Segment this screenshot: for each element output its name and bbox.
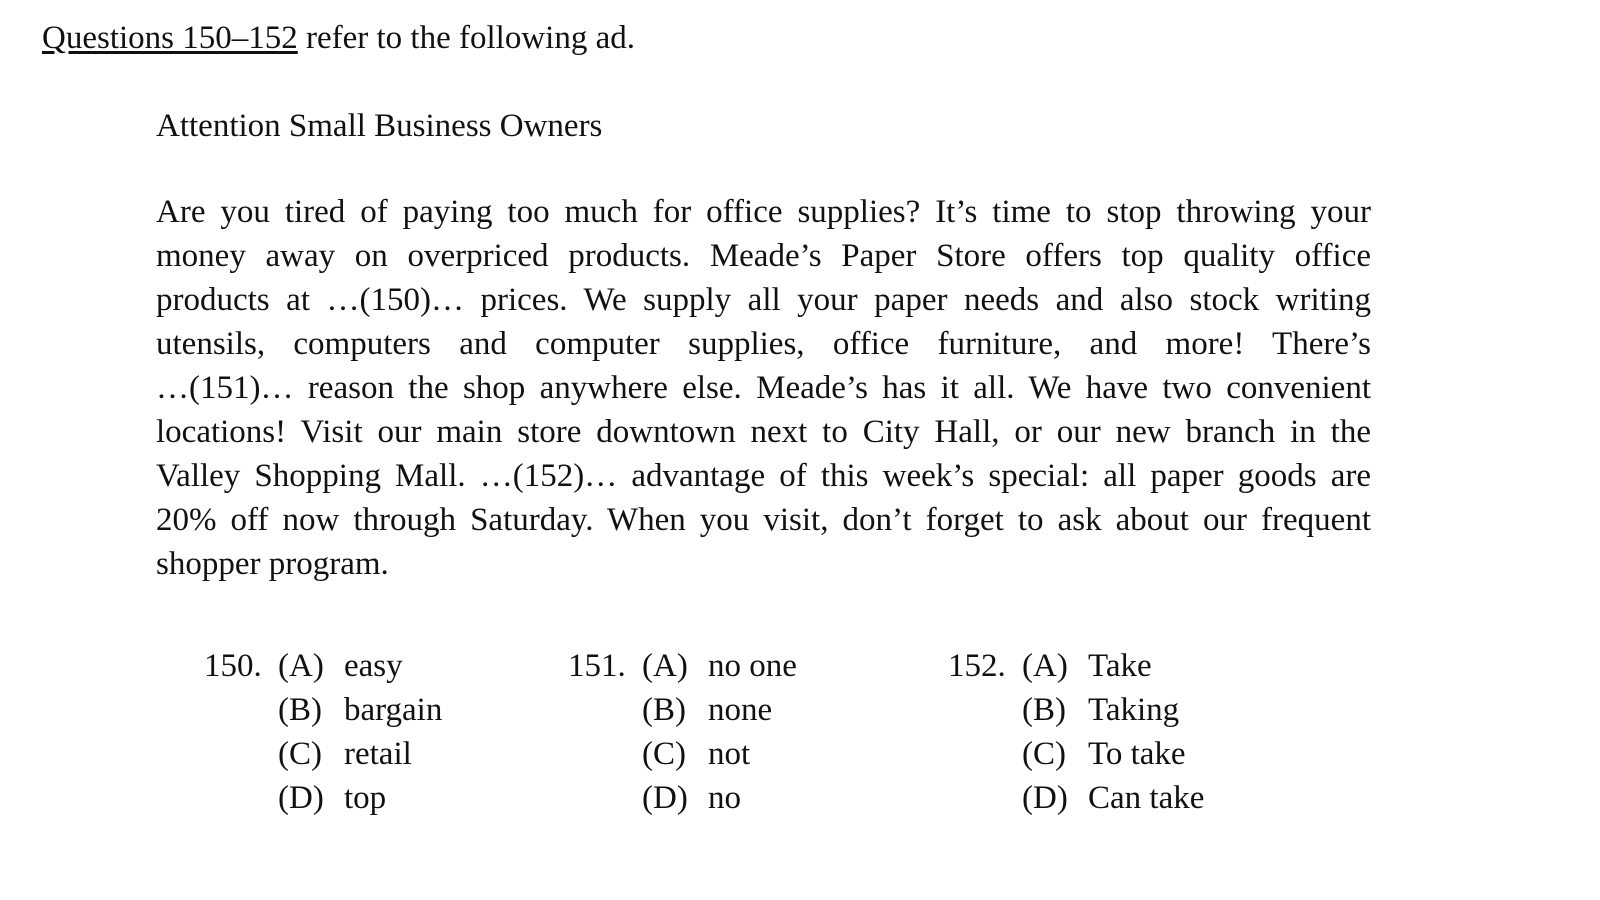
option-letter: (A) [278, 648, 324, 684]
option-letter: (A) [642, 648, 688, 684]
option-letter: (D) [1022, 780, 1068, 816]
questions-heading [42, 16, 635, 60]
option-text: no [708, 780, 741, 816]
option-letter: (B) [1022, 692, 1066, 728]
option-letter: (C) [642, 736, 686, 772]
answer-option-c[interactable] [948, 732, 1204, 776]
option-text: top [344, 780, 387, 816]
answer-option-b[interactable] [204, 688, 442, 732]
option-letter: (A) [1022, 648, 1068, 684]
answer-option-a[interactable] [948, 644, 1204, 688]
ad-body [156, 190, 1371, 586]
answer-option-c[interactable] [204, 732, 442, 776]
option-text: bargain [344, 692, 443, 728]
question-number: 151. [568, 648, 626, 684]
question-range-reference: Questions 150–152 [42, 20, 298, 56]
option-text: Take [1088, 648, 1152, 684]
answer-option-d[interactable] [948, 776, 1204, 820]
heading-text: refer to the following ad. [297, 20, 635, 56]
ad-line: …(151)… reason the shop anywhere else. Meade’s has it all. We have two convenient [156, 370, 1371, 406]
option-letter: (C) [1022, 736, 1066, 772]
option-letter: (D) [642, 780, 688, 816]
option-text: Taking [1088, 692, 1180, 728]
ad-title: Attention Small Business Owners [156, 108, 603, 144]
option-text: not [708, 736, 751, 772]
question-152 [948, 644, 1204, 820]
ad-line: Valley Shopping Mall. …(152)… advantage of this week’s special: all paper goods are [156, 458, 1371, 494]
ad-line: money away on overpriced products. Meade’s Paper Store offers top quality office [156, 238, 1371, 274]
option-letter: (B) [642, 692, 686, 728]
answer-option-b[interactable] [568, 688, 797, 732]
option-text: To take [1088, 736, 1186, 772]
option-letter: (C) [278, 736, 322, 772]
option-text: Can take [1088, 780, 1205, 816]
answer-option-d[interactable] [204, 776, 442, 820]
option-text: none [708, 692, 773, 728]
ad-line: Are you tired of paying too much for office supplies? It’s time to stop throwing your [156, 194, 1371, 230]
ad-line: utensils, computers and computer supplies, office furniture, and more! There’s [156, 326, 1371, 362]
option-text: easy [344, 648, 403, 684]
question-number: 150. [204, 648, 262, 684]
question-150 [204, 644, 442, 820]
answer-option-c[interactable] [568, 732, 797, 776]
option-text: no one [708, 648, 797, 684]
answer-option-b[interactable] [948, 688, 1204, 732]
option-text: retail [344, 736, 412, 772]
answer-option-a[interactable] [204, 644, 442, 688]
answer-option-d[interactable] [568, 776, 797, 820]
question-number: 152. [948, 648, 1006, 684]
answer-option-a[interactable] [568, 644, 797, 688]
ad-line: products at …(150)… prices. We supply all your paper needs and also stock writing [156, 282, 1371, 318]
ad-line: shopper program. [156, 546, 389, 582]
ad-line: locations! Visit our main store downtown next to City Hall, or our new branch in the [156, 414, 1371, 450]
option-letter: (D) [278, 780, 324, 816]
option-letter: (B) [278, 692, 322, 728]
question-151 [568, 644, 797, 820]
ad-line: 20% off now through Saturday. When you visit, don’t forget to ask about our frequent [156, 502, 1371, 538]
